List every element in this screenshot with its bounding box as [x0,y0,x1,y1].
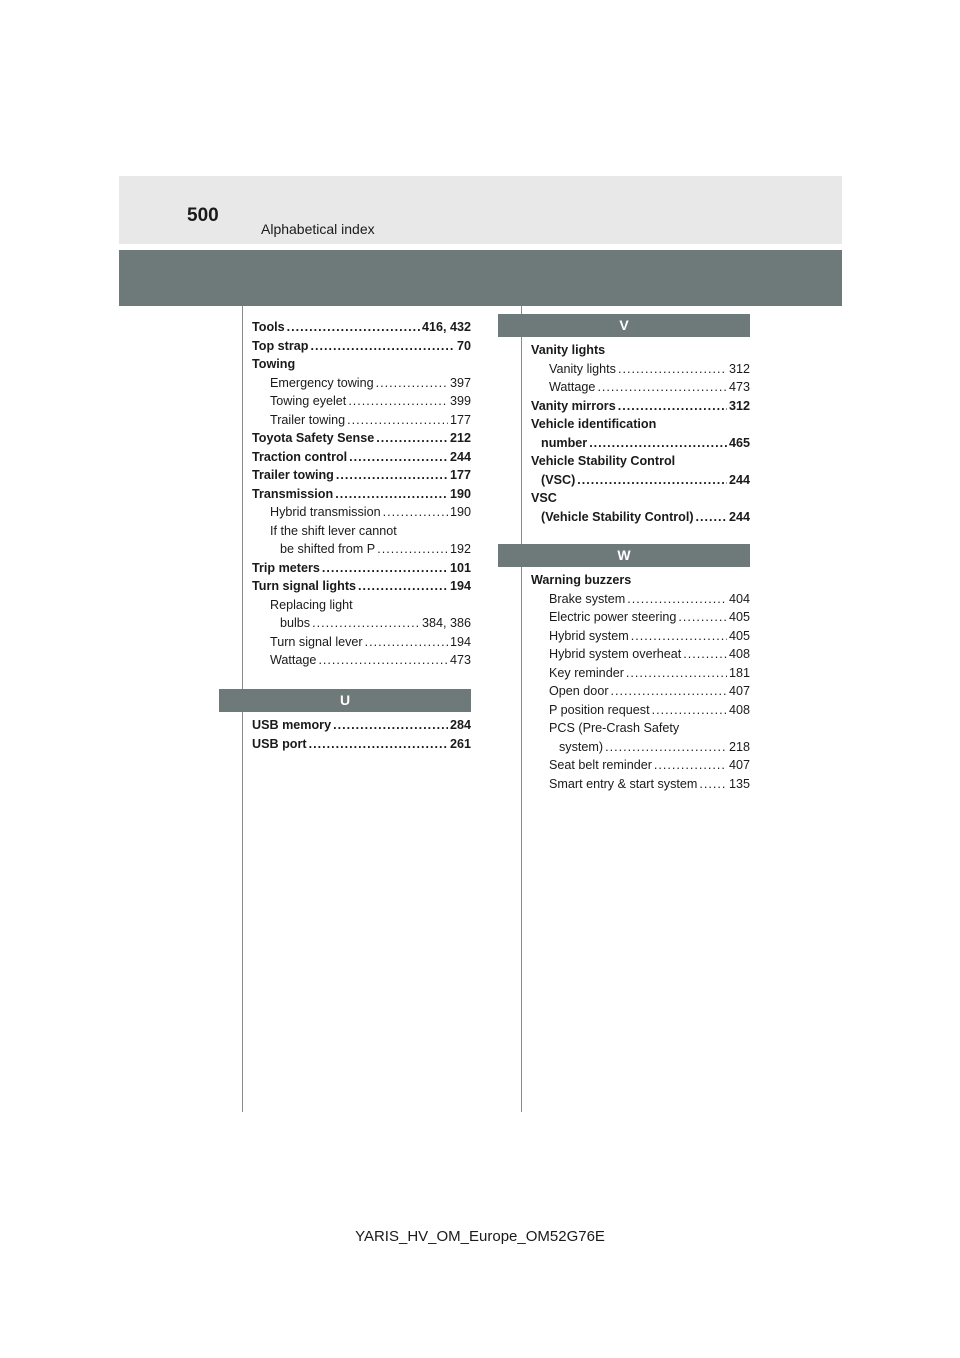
entry-term: Hybrid system [549,628,629,643]
entry-term: Brake system [549,591,626,606]
entry-term: Towing eyelet [270,394,347,408]
leader-dots [627,590,727,609]
leader-dots [312,614,420,633]
index-entry[interactable] [252,540,471,559]
leader-dots [336,466,448,485]
entry-page: 405 [728,610,750,624]
entry-page: 261 [449,736,471,751]
index-entry[interactable] [531,471,750,490]
entry-page: 244 [449,449,471,464]
index-entry[interactable] [252,651,471,670]
leader-dots [287,318,420,337]
entry-term: system) [559,739,604,754]
entry-page: 181 [728,665,750,680]
entry-term: Trip meters [252,560,320,575]
entry-term: USB port [252,736,307,751]
index-entry[interactable] [252,374,471,393]
leader-dots [589,434,727,453]
entry-term: Hybrid system overheat [549,647,682,661]
leader-dots [652,701,727,720]
index-entry[interactable] [531,756,750,775]
entry-page: 465 [728,435,750,450]
entry-term: Trailer towing [270,412,346,427]
entry-term: Vanity lights [549,361,616,376]
index-entry[interactable] [252,337,471,356]
letter-heading-v: V [498,314,750,337]
entry-page: 473 [449,653,471,667]
leader-dots [365,633,448,652]
index-entry[interactable] [531,360,750,379]
leader-dots [699,775,727,794]
index-entry[interactable] [531,775,750,794]
index-column-t [252,318,471,670]
index-column-u [252,716,471,753]
entry-page: 408 [728,647,750,661]
page-header [119,176,842,244]
letter-heading-u: U [219,689,471,712]
leader-dots [611,682,727,701]
entry-term: bulbs [280,616,311,630]
entry-term: Seat belt reminder [549,758,652,772]
entry-term: (VSC) [541,472,576,487]
entry-term: Wattage [270,653,317,667]
leader-dots [347,411,448,430]
column-divider-right [521,306,522,1112]
index-entry[interactable]: VSC [531,491,557,505]
index-entry[interactable] [252,429,471,448]
entry-page: 407 [728,758,750,772]
entry-term: be shifted from P [280,542,376,556]
index-entry[interactable] [252,559,471,578]
entry-term: Hybrid transmission [270,505,381,519]
index-entry[interactable] [531,590,750,609]
leader-dots [631,627,727,646]
entry-page: 244 [728,509,750,524]
entry-page: 194 [449,579,471,593]
leader-dots [318,651,448,670]
index-entry[interactable] [252,614,471,633]
index-entry[interactable] [531,627,750,646]
index-entry[interactable] [252,735,471,754]
entry-term: Turn signal lights [252,579,357,593]
entry-term: Electric power steering [549,610,677,624]
entry-term: number [541,435,588,450]
entry-page: 399 [449,394,471,408]
entry-page: 212 [449,431,471,445]
index-entry[interactable] [252,466,471,485]
entry-page: 218 [728,739,750,754]
index-entry[interactable]: Replacing light [270,597,353,612]
entry-page: 190 [449,486,471,501]
index-entry[interactable] [531,608,750,627]
entry-term: Toyota Safety Sense [252,431,375,445]
leader-dots [597,378,727,397]
index-column-w [531,571,750,793]
entry-page: 312 [728,361,750,376]
leader-dots [333,716,448,735]
entry-page: 473 [728,380,750,394]
entry-page: 70 [456,338,471,353]
header-band [119,250,842,306]
entry-page: 384, 386 [421,616,471,630]
index-entry[interactable] [252,392,471,411]
entry-page: 101 [449,560,471,575]
entry-term: Key reminder [549,665,624,680]
index-entry[interactable]: Vehicle Stability Control [531,454,676,468]
leader-dots [377,540,448,559]
leader-dots [348,392,448,411]
leader-dots [358,577,448,596]
entry-page: 408 [728,702,750,717]
leader-dots [696,508,727,527]
leader-dots [618,397,727,416]
index-entry[interactable] [531,397,750,416]
index-entry[interactable] [531,738,750,757]
leader-dots [376,374,448,393]
index-entry[interactable]: Towing [252,357,296,371]
entry-page: 416, 432 [421,320,471,334]
index-entry[interactable]: If the shift lever cannot [270,523,397,538]
index-column-v [531,341,750,526]
document-id: YARIS_HV_OM_Europe_OM52G76E [355,1228,605,1245]
entry-page: 405 [728,628,750,643]
entry-term: Turn signal lever [270,634,363,649]
entry-term: Traction control [252,449,348,464]
leader-dots [322,559,448,578]
entry-page: 397 [449,375,471,390]
leader-dots [349,448,448,467]
entry-term: Trailer towing [252,468,334,482]
entry-page: 190 [449,505,471,519]
entry-term: P position request [549,702,650,717]
leader-dots [605,738,727,757]
entry-term: Emergency towing [270,375,374,390]
index-entry[interactable] [531,508,750,527]
leader-dots [309,735,448,754]
index-entry[interactable] [252,411,471,430]
leader-dots [310,337,455,356]
leader-dots [626,664,727,683]
leader-dots [618,360,727,379]
index-entry[interactable]: Vanity lights [531,343,606,357]
entry-term: USB memory [252,718,332,732]
entry-page: 177 [449,412,471,427]
entry-term: (Vehicle Stability Control) [541,509,694,524]
index-entry[interactable] [531,645,750,664]
index-entry[interactable] [531,701,750,720]
index-entry[interactable] [252,448,471,467]
entry-term: Top strap [252,338,309,353]
index-entry[interactable] [252,633,471,652]
leader-dots [654,756,727,775]
index-entry[interactable] [252,716,471,735]
index-entry[interactable]: PCS (Pre-Crash Safety [549,721,680,735]
leader-dots [577,471,727,490]
index-entry[interactable] [252,503,471,522]
entry-term: Transmission [252,486,334,501]
entry-page: 177 [449,468,471,482]
leader-dots [376,429,448,448]
index-entry[interactable]: Warning buzzers [531,573,632,587]
page-number: 500 [187,205,219,226]
entry-term: Open door [549,684,609,698]
entry-term: Smart entry & start system [549,776,698,791]
index-entry[interactable] [531,664,750,683]
entry-page: 194 [449,634,471,649]
leader-dots [678,608,727,627]
index-entry[interactable]: Vehicle identification [531,417,657,431]
index-entry[interactable] [531,682,750,701]
entry-page: 312 [728,398,750,413]
section-title: Alphabetical index [261,221,375,237]
entry-page: 244 [728,472,750,487]
entry-term: Tools [252,320,285,334]
letter-heading-w: W [498,544,750,567]
leader-dots [335,485,448,504]
entry-page: 407 [728,684,750,698]
entry-page: 192 [449,542,471,556]
leader-dots [383,503,448,522]
entry-page: 135 [728,776,750,791]
leader-dots [683,645,727,664]
index-entry[interactable] [531,434,750,453]
entry-term: Vanity mirrors [531,398,616,413]
index-entry[interactable] [252,577,471,596]
index-entry[interactable] [252,485,471,504]
index-entry[interactable] [252,318,471,337]
index-entry[interactable] [531,378,750,397]
entry-page: 284 [449,718,471,732]
entry-term: Wattage [549,380,596,394]
entry-page: 404 [728,591,750,606]
